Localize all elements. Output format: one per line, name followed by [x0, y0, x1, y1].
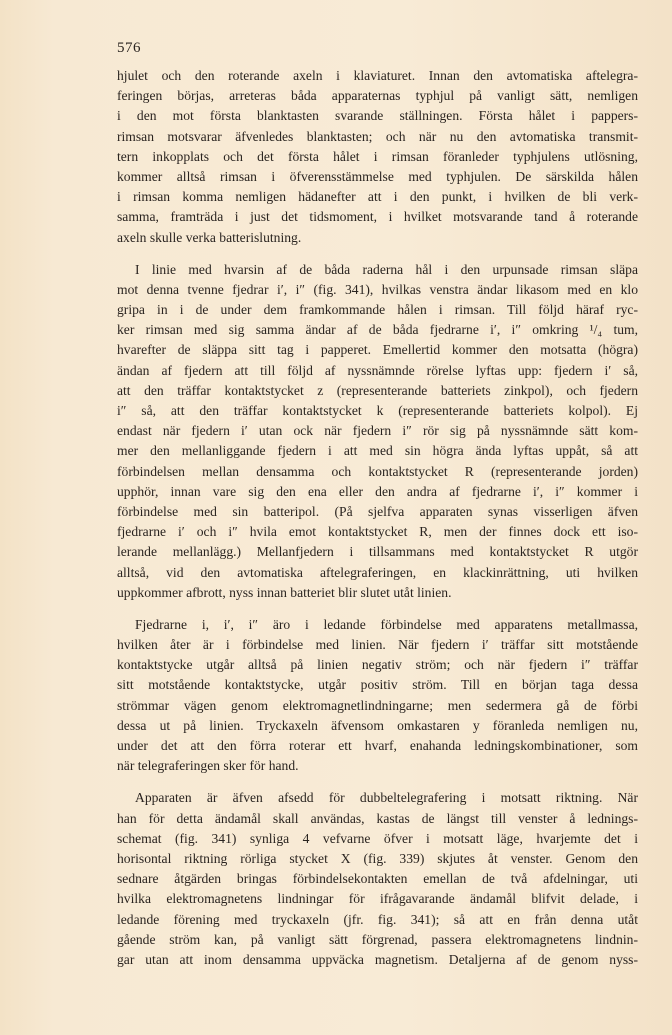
text-line: mot denna tvenne fjedrar i′, i″ (fig. 341), hvilkas venstra ändar likasom med en klo — [117, 281, 638, 297]
text-line: horisontal riktning rörliga stycket X (fig. 339) skjutes åt venster. Genom den — [117, 850, 638, 866]
text-line: upphör, innan vare sig den ena eller den andra af fjedrarne i′, i″ kommer i — [117, 483, 638, 499]
text-line: gar utan att inom densamma uppväcka magnetism. Detaljerna af de genom nyss- — [117, 951, 638, 967]
text-line: i den mot första blanktasten svarande ställningen. Första hålet i pappers- — [117, 108, 638, 124]
text-line: att den träffar kontaktstycket z (representerande batteriets zinkpol), och fjedern — [117, 382, 638, 398]
text-line: förbindelse med sin batteripol. (På sjelfva apparaten synas visserligen äfven — [117, 503, 638, 519]
text-line: kommer alltså rimsan i öfverensstämmelse med typhjulen. De särskilda hålen — [117, 168, 638, 184]
text-line: i rimsan komma nemligen hädanefter att i den punkt, i hvilken de bli verk- — [117, 189, 638, 205]
text-line: Apparaten är äfven afsedd för dubbeltelegrafering i motsatt riktning. När — [135, 790, 638, 806]
text-line: fjedrarne i′ och i″ hvila emot kontaktstycket R, men der finnes dock ett iso- — [117, 524, 638, 540]
text-line: hvilka elektromagnetens lindningar för ifrågavarande ändamål blifvit delade, i — [117, 891, 638, 907]
text-line: förbindelsen mellan densamma och kontaktstycket R (representerande jorden) — [117, 463, 638, 479]
text-line: axeln skulle verka batterislutning. — [117, 229, 302, 245]
text-line: Fjedrarne i, i′, i″ äro i ledande förbindelse med apparatens metallmassa, — [135, 616, 638, 632]
text-line: ändan af fjedern att till följd af nyssnämnde rörelse lyftas upp: fjedern i′ så, — [117, 362, 638, 378]
text-line: under det att den förra roterar ett hvarf, enahanda ledningskombinationer, som — [117, 738, 638, 753]
paragraph-4 — [117, 788, 638, 970]
text-line: hvarefter de släppa sitt tag i papperet. Emellertid kommer den motsatta (högra) — [117, 342, 638, 358]
text-line: endast när fjedern i′ utan ock när fjedern i″ rör sig på nyssnämnde sätt kom- — [117, 423, 638, 439]
text-line: tern inkopplats och det första hålet i rimsan föranleder typhjulens utlösning, — [117, 148, 638, 164]
text-line: strömmar vägen genom elektromagnetlindningarne; men sedermera gå de förbi — [117, 697, 638, 713]
text-line: han för detta ändamål skall användas, kastas de längst till venster å lednings- — [117, 810, 638, 826]
page-number: 576 — [117, 40, 141, 56]
text-line: samma, framträda i just det tidsmoment, i hvilket motsvarande tand å roterande — [117, 209, 638, 225]
paragraph-3 — [117, 615, 638, 777]
text-line: uppkommer afbrott, nyss innan batteriet blir slutet utåt linien. — [117, 584, 452, 600]
text-line: ledande förening med tryckaxeln (jfr. fig. 341); så att en från denna utåt — [117, 911, 638, 927]
body-text — [117, 66, 638, 982]
text-line: mer den mellanliggande fjedern i att med sin högra ända lyftas uppåt, så att — [117, 443, 638, 459]
text-line: i″ så, att den träffar kontaktstycket k (representerande batteriets kolpol). Ej — [117, 403, 638, 418]
text-line: när telegraferingen sker för hand. — [117, 758, 299, 774]
text-line: kontaktstycke utgår alltså på linien negativ ström; och när fjedern i″ träffar — [117, 657, 638, 673]
text-line: schemat (fig. 341) synliga 4 vefvarne öfver i motsatt läge, hvarjemte det i — [117, 830, 638, 846]
text-line: gående ström kan, på vanligt sätt förgrenad, passera elektromagnetens lindnin- — [117, 931, 638, 947]
text-line: hvilken åter är i förbindelse med linien. När fjedern i′ träffar sitt motstående — [117, 637, 638, 653]
text-line: I linie med hvarsin af de båda raderna hål i den urpunsade rimsan släpa — [135, 261, 638, 277]
text-line: sednare åtgärden bringas förbindelsekontakten emellan de två afdelningar, uti — [117, 871, 638, 887]
text-line: dessa ut på linien. Tryckaxeln äfvensom omkastaren y föranleda nemligen nu, — [117, 717, 638, 733]
text-line: rimsan motsvarar äfvenledes blanktasten; och när nu den avtomatiska transmit- — [117, 128, 638, 144]
text-line: alltså, vid den avtomatiska aftelegraferingen, en klackinrättning, uti hvilken — [117, 564, 638, 580]
text-line: sitt motstående kontaktstycke, utgår positiv ström. Till en början taga dessa — [117, 677, 638, 693]
text-line: ker rimsan med sig samma ändar af de båda fjedrarne i′, i″ omkring ¹/₄ tum, — [117, 322, 638, 338]
paragraph-1 — [117, 66, 638, 248]
text-line: feringen börjas, arreteras båda apparaternas typhjul på vanligt sätt, nemligen — [117, 88, 638, 104]
text-line: hjulet och den roterande axeln i klaviaturet. Innan den avtomatiska aftelegra- — [117, 68, 638, 83]
text-line: lerande mellanlägg.) Mellanfjedern i tillsammans med kontaktstycket R utgör — [117, 544, 638, 560]
paragraph-2 — [117, 260, 638, 603]
text-line: gripa in i de under dem framkommande hålen i rimsan. Till följd häraf ryc- — [117, 302, 638, 318]
